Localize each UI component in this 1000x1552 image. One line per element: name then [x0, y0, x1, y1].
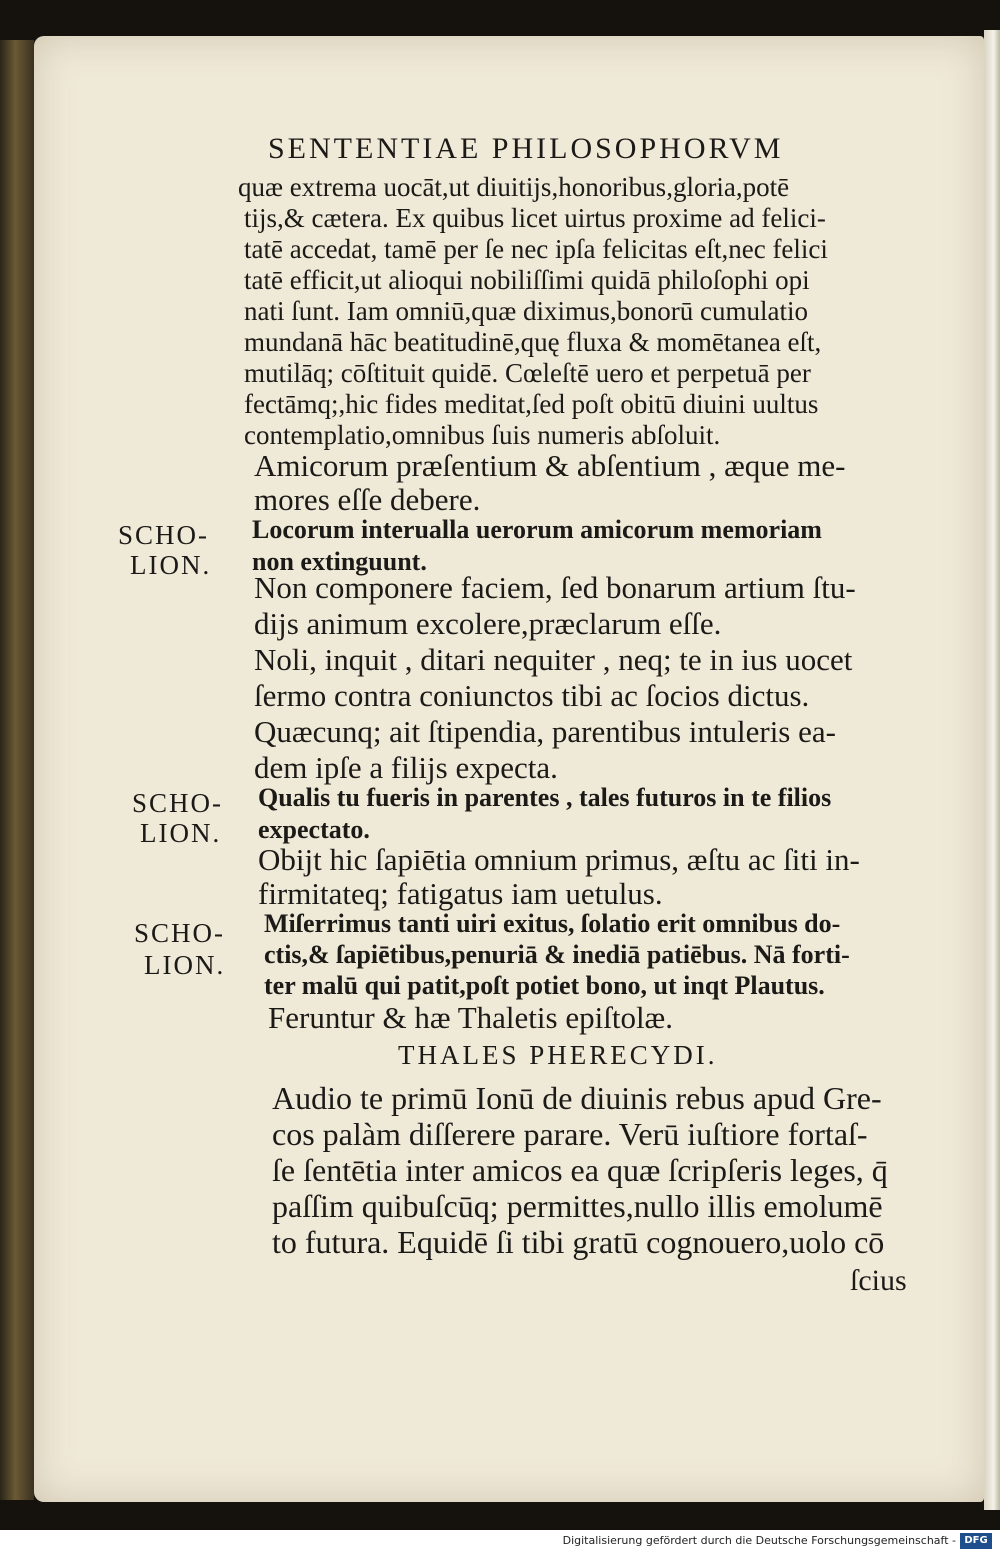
dfg-logo-icon: DFG	[960, 1533, 992, 1549]
scholion-line: expectato.	[258, 815, 370, 844]
sentence-line: Feruntur & hæ Thaletis epiſtolæ.	[268, 1000, 673, 1035]
text-line: tijs,& cætera. Ex quibus licet uirtus proxime ad felici-	[244, 203, 826, 233]
text-line: mundanā hāc beatitudinē,quę fluxa & momētanea eſt,	[244, 327, 822, 357]
sentence-line: Obijt hic ſapiētia omnium primus, æſtu ac ſiti in-	[258, 842, 860, 877]
letter-line: to futura. Equidē ſi tibi gratū cognouero,uolo cō	[272, 1224, 885, 1260]
text-line: mutilāq; cōſtituit quidē. Cœleſtē uero et perpetuā per	[244, 358, 811, 388]
scholion-line: Miſerrimus tanti uiri exitus, ſolatio erit omnibus do-	[264, 909, 841, 938]
sentence-line: Non componere faciem, ſed bonarum artium ſtu-	[254, 570, 856, 605]
letter-heading: THALES PHERECYDI.	[398, 1040, 718, 1070]
letter-line: Audio te primū Ionū de diuinis rebus apud Gre-	[272, 1080, 882, 1116]
text-line: tatē accedat, tamē per ſe nec ipſa felicitas eſt,nec felici	[244, 234, 828, 264]
sentence-line: Noli, inquit , ditari nequiter , neq; te in ius uocet	[254, 642, 853, 677]
sentence-line: mores eſſe debere.	[254, 482, 481, 517]
footer-credit: Digitalisierung gefördert durch die Deutsche Forschungsgemeinschaft -	[562, 1534, 956, 1547]
sentence-line: Quæcunq; ait ſtipendia, parentibus intuleris ea-	[254, 714, 836, 749]
text-line: nati ſunt. Iam omniū,quæ diximus,bonorū cumulatio	[244, 296, 808, 326]
sentence-line: firmitateq; fatigatus iam uetulus.	[258, 876, 663, 911]
running-head: SENTENTIAE PHILOSOPHORVM	[268, 132, 784, 165]
text-line: contemplatio,omnibus ſuis numeris abſoluit.	[244, 420, 721, 450]
sentence-line: dijs animum excolere,præclarum eſſe.	[254, 606, 722, 641]
scholion-label: SCHO-	[134, 918, 226, 948]
sentence-line: dem ipſe a filijs expecta.	[254, 750, 558, 785]
text-line: quæ extrema uocāt,ut diuitijs,honoribus,gloria,potē	[238, 172, 790, 202]
catchword: ſcius	[850, 1264, 907, 1297]
sentence-line: ſermo contra coniunctos tibi ac ſocios dictus.	[254, 678, 810, 713]
scholion-label: LION.	[130, 550, 212, 580]
page-stack-edge	[984, 30, 1000, 1510]
scholion-line: non extinguunt.	[252, 547, 427, 576]
letter-line: cos palàm diſſerere parare. Verū iuſtiore fortaſ-	[272, 1116, 868, 1152]
letter-line: ſe ſentētia inter amicos ea quæ ſcripſeris leges, q̄	[272, 1152, 888, 1188]
scholion-label: LION.	[140, 818, 222, 848]
text-line: tatē efficit,ut alioqui nobiliſſimi quidā philoſophi opi	[244, 265, 810, 295]
scholion-line: Qualis tu fueris in parentes , tales futuros in te filios	[258, 783, 832, 812]
book-binding-edge	[0, 40, 34, 1500]
scholion-label: LION.	[144, 950, 226, 980]
scholion-line: Locorum interualla uerorum amicorum memoriam	[252, 515, 822, 544]
scholion-line: ter malū qui patit,poſt potiet bono, ut inqt Plautus.	[264, 971, 825, 1000]
text-line: fectāmq;,hic fides meditat,ſed poſt obitū diuini uultus	[244, 389, 819, 419]
scholion-line: ctis,& ſapiētibus,penuriā & inediā patiēbus. Nā forti-	[264, 940, 850, 969]
sentence-line: Amicorum præſentium & abſentium , æque me-	[254, 448, 846, 483]
scholion-label: SCHO-	[118, 520, 210, 550]
letter-line: paſſim quibuſcūq; permittes,nullo illis emolumē	[272, 1188, 883, 1224]
scholion-label: SCHO-	[132, 788, 224, 818]
